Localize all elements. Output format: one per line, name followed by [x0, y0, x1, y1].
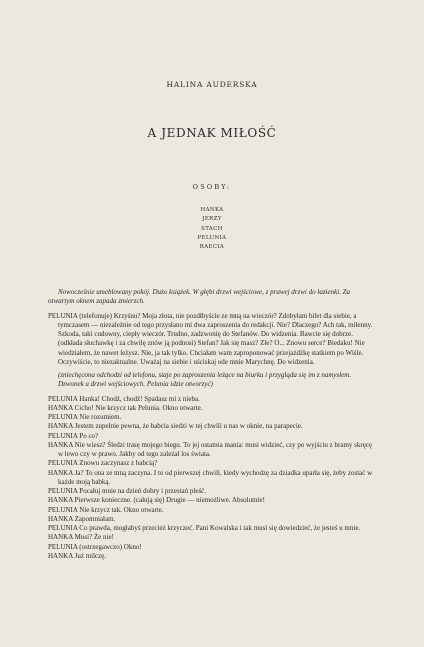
dialogue-line: PELUNIA Po co? [48, 431, 99, 440]
dialogue-line: HANKA Musi? Że nie! [48, 533, 114, 542]
cast-member: JERZY [202, 216, 222, 223]
dialogue-line: PELUNIA Hanka! Chodź, chodź! Spadasz mi z nieba. [48, 394, 200, 403]
dialogue-line: PELUNIA Znowu zaczynasz z babcią? [48, 459, 158, 468]
dialogue-line: HANKA Jestem zupełnie pewna, że babcia siedzi w tej chwili u nas w oknie, na parapecie. [48, 422, 303, 431]
dialogue-line: PELUNIA Co prawda, mogłabyś przecież krzyczeć. Pani Kowalska i tak musi się dowiedzieć, że jesteś u mnie. [48, 524, 361, 532]
cast-member: HANKA [200, 207, 224, 213]
stage-direction: (zniechęcona odchodzi od telefonu, staje po zaproszenia leżące na biurku i przygląda się im z namysłem. Dzwonek u drzwi wejściowych. Pelunia idzie otworzyć) [58, 371, 352, 389]
dialogue-line: PELUNIA (ostrzegawczo) Okno! [48, 542, 142, 551]
play-text [48, 288, 374, 561]
dialogue-line: PELUNIA Nie rozumiem. [48, 413, 122, 421]
stage-direction: Nowocześnie umeblowany pokój. Dużo książek. W głębi drzwi wejściowe, z prawej drzwi do łazienki. Za otwartym oknem zapada zmierzch. [48, 288, 351, 306]
dialogue-line: HANKA Cicho! Nie krzycz tak Pelunia. Okno otwarte. [48, 403, 203, 412]
dialogue-line: HANKA Nie wiesz? Śledzi trasę mojego biegu. To jej ostatnia mania: musi widzieć, czy po wyjściu z bramy skręcę w lewo czy w prawo. Jakby od tego zależał los świata. [48, 440, 373, 458]
cast-member: STACH [201, 225, 223, 232]
dialogue-line: HANKA Zapomniałam. [48, 514, 116, 523]
dialogue-line: HANKA Pierwsze konieczne. (całują się) Drugie — niemożliwe. Absolutnie! [48, 496, 265, 505]
cast-member: RAECIA [199, 244, 225, 251]
cast-heading: OSOBY: [192, 183, 232, 191]
dialogue-line: HANKA Już milczę. [48, 551, 107, 560]
cast-list [0, 206, 424, 252]
cast-member: PELUNIA [197, 234, 227, 241]
dialogue-line: HANKA Ja? To ona ze mną zaczyna. I to od pierwszej chwili, kiedy wychodzę za dziadka uparła się, żeby zostać w każde moją babką. [48, 468, 373, 486]
author-name: HALINA AUDERSKA [166, 80, 258, 89]
play-title: A JEDNAK MIŁOŚĆ [147, 126, 277, 140]
dialogue-line: PELUNIA Pocałuj mnie na dzień dobry i przestań pleść. [48, 487, 207, 495]
dialogue-line: PELUNIA Nie krzycz tak. Okno otwarte. [48, 505, 164, 514]
dialogue-line: PELUNIA (telefonuje) Krzyśnu? Moja złota, nie pozdłbyście ze mną na wieczór? Zdobyłam bilet dla siebie, a tymczasem — niezależnie od tego przysłano mi dwa zaproszenia do redakcji. Nie? Dlaczego? Ach tak, miłenny. Szkoda, taki cudowny, ciepły wieczór. Trudno, zadzwonię do Stefanów. Do widzenia. Bawcie się dobrze. (odkłada słuchawkę i za chwilę znów ją podnosi) Stefan? Jak się masz? Złe? O... Znowu serce? Biedaku! Nie wiedziałem, że nawet leżysz. Nie, ja tak tylko. Chciałam wam zaproponować przejażdżkę statkiem po Wiśle. Oczywiście, to niezaktualne. Uważaj na siebie i uściskaj ode mnie Marychnę. Do widzenia. [48, 311, 373, 366]
